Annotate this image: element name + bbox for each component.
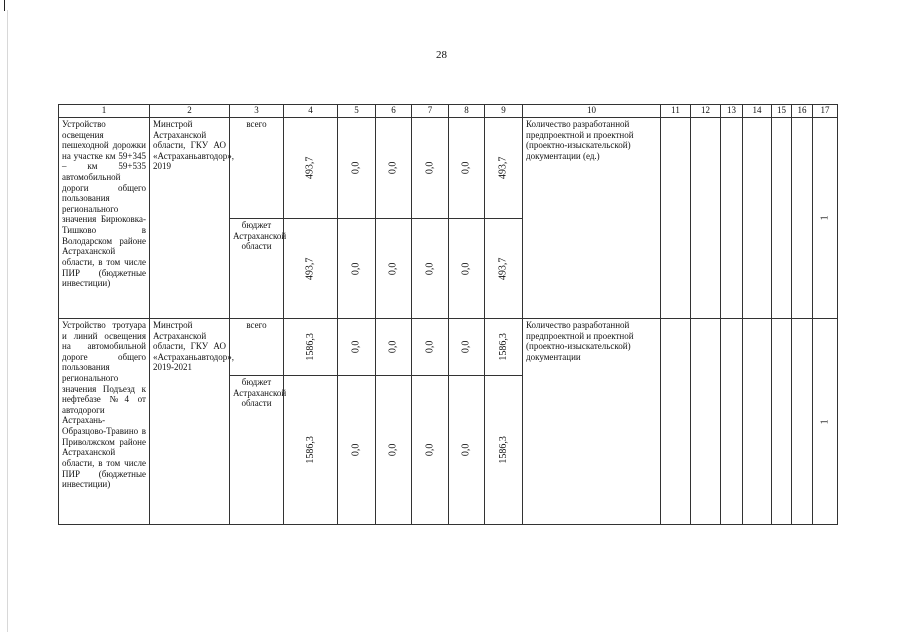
- value-text: 493,7: [497, 257, 509, 280]
- column-header: 17: [813, 105, 838, 118]
- funding-source: всего: [230, 118, 284, 219]
- value-cell: [376, 118, 412, 219]
- page-edge-mark: [4, 0, 5, 11]
- value-cell: [449, 219, 485, 319]
- empty-cell: [792, 118, 813, 319]
- column-header: 14: [743, 105, 772, 118]
- column-header: 2: [150, 105, 230, 118]
- value-text: 0,0: [387, 340, 399, 354]
- funding-source: всего: [230, 319, 284, 376]
- table-row: [59, 319, 838, 376]
- value-text: 0,0: [424, 161, 436, 175]
- column-header: 15: [772, 105, 792, 118]
- empty-cell: [691, 319, 721, 525]
- value-cell: [449, 319, 485, 376]
- target-value: 1: [819, 215, 831, 221]
- event-description: Устройство тротуара и линий освещения на автомобильной дороге общего пользования регионального значения Подъезд к нефтебазе №4 от автодороги Астрахань-Образцово-Травино в Приволжском районе Астраханской области, в том числе ПИР (бюджетные инвестиции): [59, 319, 150, 525]
- value-text: 0,0: [387, 443, 399, 457]
- value-text: 0,0: [460, 161, 472, 175]
- indicator-cell: Количество разработанной предпроектной и проектной (проектно-изыскательской) документации: [523, 319, 661, 525]
- value-cell: [338, 219, 376, 319]
- empty-cell: [661, 118, 691, 319]
- value-text: 493,7: [304, 156, 316, 180]
- column-header: 11: [661, 105, 691, 118]
- column-header: 9: [485, 105, 523, 118]
- value-text: 0,0: [387, 262, 399, 275]
- value-cell: [485, 319, 523, 376]
- column-header: 13: [721, 105, 743, 118]
- empty-cell: [721, 319, 743, 525]
- target-value-cell: [813, 118, 838, 319]
- column-header: 10: [523, 105, 661, 118]
- target-value-cell: [813, 319, 838, 525]
- value-text: 1586,3: [497, 333, 509, 361]
- value-text: 0,0: [460, 340, 472, 354]
- empty-cell: [691, 118, 721, 319]
- page-edge-line: [7, 10, 8, 632]
- empty-cell: [661, 319, 691, 525]
- value-cell: [485, 219, 523, 319]
- column-header: 16: [792, 105, 813, 118]
- funding-source: бюджет Астраханской области: [230, 376, 284, 525]
- value-text: 0,0: [460, 443, 472, 457]
- value-text: 0,0: [460, 262, 472, 275]
- target-value: 1: [819, 418, 831, 424]
- value-cell: [376, 376, 412, 525]
- funding-source: бюджет Астраханской области: [230, 219, 284, 319]
- empty-cell: [743, 118, 772, 319]
- value-text: 0,0: [424, 443, 436, 457]
- column-header: 12: [691, 105, 721, 118]
- program-table: [58, 104, 838, 525]
- value-cell: [284, 219, 338, 319]
- value-cell: [376, 319, 412, 376]
- column-header: 4: [284, 105, 338, 118]
- page-number: 28: [436, 49, 447, 61]
- column-header: 6: [376, 105, 412, 118]
- value-cell: [338, 319, 376, 376]
- value-text: 1586,3: [497, 436, 509, 464]
- value-cell: [284, 118, 338, 219]
- value-cell: [412, 319, 449, 376]
- value-text: 0,0: [350, 262, 362, 275]
- value-cell: [449, 376, 485, 525]
- value-cell: [284, 319, 338, 376]
- value-cell: [449, 118, 485, 219]
- column-header: 3: [230, 105, 284, 118]
- empty-cell: [772, 118, 792, 319]
- column-header: 8: [449, 105, 485, 118]
- value-cell: [376, 219, 412, 319]
- value-cell: [412, 118, 449, 219]
- value-text: 1586,3: [304, 333, 316, 361]
- value-cell: [412, 376, 449, 525]
- value-text: 1586,3: [304, 436, 316, 464]
- value-text: 0,0: [350, 340, 362, 354]
- value-text: 493,7: [304, 257, 316, 280]
- indicator-cell: Количество разработанной предпроектной и проектной (проектно-изыскательской) документации (ед.): [523, 118, 661, 319]
- event-description: Устройство освещения пешеходной дорожки на участке км 59+345 – км 59+535 автомобильной дороги общего пользования регионального значения Бирюковка-Тишково в Володарском районе Астраханской области, в том числе ПИР (бюджетные инвестиции): [59, 118, 150, 319]
- value-cell: [485, 376, 523, 525]
- header-row: [59, 105, 838, 118]
- column-header: 5: [338, 105, 376, 118]
- value-text: 0,0: [424, 262, 436, 275]
- value-cell: [284, 376, 338, 525]
- value-cell: [412, 219, 449, 319]
- value-cell: [485, 118, 523, 219]
- value-text: 493,7: [497, 156, 509, 180]
- column-header: 7: [412, 105, 449, 118]
- executor-cell: Минстрой Астраханской области, ГКУ АО «Астраханьавтодор», 2019: [150, 118, 230, 319]
- value-text: 0,0: [387, 161, 399, 175]
- empty-cell: [721, 118, 743, 319]
- table-row: [59, 118, 838, 219]
- value-text: 0,0: [350, 161, 362, 175]
- value-cell: [338, 118, 376, 219]
- empty-cell: [772, 319, 792, 525]
- column-header: 1: [59, 105, 150, 118]
- value-cell: [338, 376, 376, 525]
- empty-cell: [792, 319, 813, 525]
- empty-cell: [743, 319, 772, 525]
- executor-cell: Минстрой Астраханской области, ГКУ АО «Астраханьавтодор», 2019-2021: [150, 319, 230, 525]
- value-text: 0,0: [350, 443, 362, 457]
- value-text: 0,0: [424, 340, 436, 354]
